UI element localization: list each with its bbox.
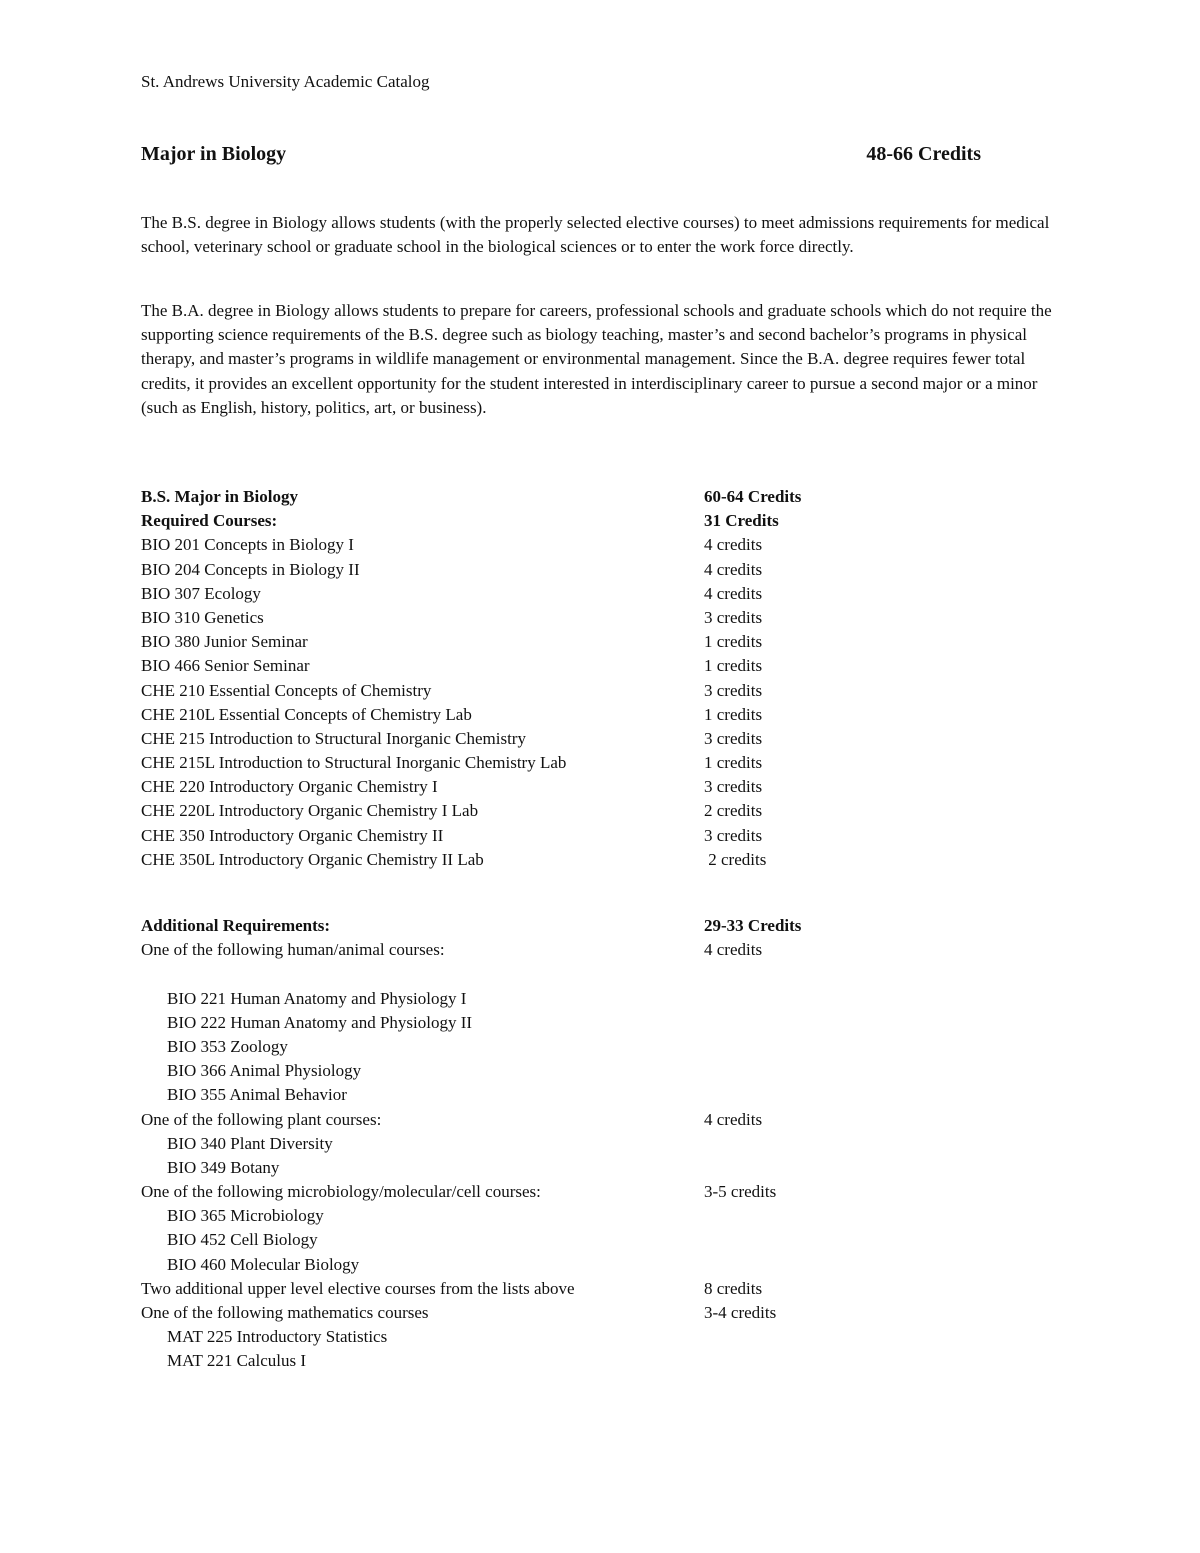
course-row — [141, 679, 841, 703]
course-row — [141, 775, 841, 799]
course-name: CHE 210 Essential Concepts of Chemistry — [141, 680, 432, 700]
requirement-label: One of the following human/animal courses: — [141, 940, 445, 960]
course-credits: 3 credits — [704, 825, 763, 845]
option-course: BIO 452 Cell Biology — [167, 1230, 318, 1250]
option-course: MAT 221 Calculus I — [167, 1351, 306, 1371]
title-credits: 48-66 Credits — [866, 143, 981, 165]
requirement-label: One of the following microbiology/molecular/cell courses: — [141, 1182, 541, 1202]
course-credits: 4 credits — [704, 583, 763, 603]
course-credits: 2 credits — [704, 849, 767, 869]
course-name: CHE 350 Introductory Organic Chemistry II — [141, 825, 444, 845]
option-course: BIO 340 Plant Diversity — [167, 1133, 333, 1153]
course-row — [141, 703, 841, 727]
course-credits: 3 credits — [704, 777, 763, 797]
option-course: BIO 366 Animal Physiology — [167, 1061, 362, 1081]
bs-heading: B.S. Major in Biology — [141, 487, 298, 506]
requirement-credits: 8 credits — [704, 1278, 763, 1298]
option-course: BIO 222 Human Anatomy and Physiology II — [167, 1012, 473, 1032]
spacer — [141, 962, 841, 986]
course-name: BIO 201 Concepts in Biology I — [141, 535, 354, 555]
course-name: BIO 310 Genetics — [141, 607, 264, 627]
option-course: BIO 460 Molecular Biology — [167, 1254, 360, 1274]
additional-heading-credits: 29-33 Credits — [704, 916, 802, 935]
requirement-credits: 3-5 credits — [704, 1182, 777, 1202]
course-credits: 3 credits — [704, 607, 763, 627]
course-name: CHE 350L Introductory Organic Chemistry II Lab — [141, 849, 484, 869]
course-credits: 1 credits — [704, 656, 763, 676]
course-row — [141, 654, 841, 678]
requirement-credits: 4 credits — [704, 1109, 763, 1129]
option-course: BIO 355 Animal Behavior — [167, 1085, 347, 1105]
bs-major-section — [141, 485, 841, 872]
course-name: CHE 215 Introduction to Structural Inorganic Chemistry — [141, 728, 526, 748]
requirement-row — [141, 1180, 841, 1204]
course-name: CHE 210L Essential Concepts of Chemistry Lab — [141, 704, 472, 724]
option-course: MAT 225 Introductory Statistics — [167, 1327, 388, 1347]
course-name: CHE 220L Introductory Organic Chemistry I Lab — [141, 801, 479, 821]
option-row — [141, 1132, 841, 1156]
bs-heading-row — [141, 485, 841, 509]
course-name: BIO 380 Junior Seminar — [141, 632, 308, 652]
option-row — [141, 1204, 841, 1228]
page-header: St. Andrews University Academic Catalog — [141, 72, 430, 91]
course-credits: 3 credits — [704, 728, 763, 748]
option-course: BIO 221 Human Anatomy and Physiology I — [167, 988, 467, 1008]
course-row — [141, 533, 841, 557]
required-heading-row — [141, 509, 841, 533]
course-credits: 3 credits — [704, 680, 763, 700]
option-course: BIO 365 Microbiology — [167, 1206, 324, 1226]
course-credits: 4 credits — [704, 559, 763, 579]
option-row — [141, 1059, 841, 1083]
requirement-row — [141, 1301, 841, 1325]
bs-description: The B.S. degree in Biology allows students (with the properly selected elective courses) to meet admissions requirements for medical school, veterinary school or graduate school in the biological sciences or to enter the work force directly. — [141, 213, 1050, 257]
ba-description: The B.A. degree in Biology allows students to prepare for careers, professional schools and graduate schools which do not require the supporting science requirements of the B.S. degree such as biology teaching, master’s and second bachelor’s programs in physical therapy, and master’s programs in wildlife management or environmental management. Since the B.A. degree requires fewer total credits, it provides an excellent opportunity for the student interested in interdisciplinary career to pursue a second major or a minor (such as English, history, politics, art, or business). — [141, 301, 1052, 417]
course-row — [141, 606, 841, 630]
option-row — [141, 1253, 841, 1277]
course-row — [141, 799, 841, 823]
requirement-row — [141, 1277, 841, 1301]
option-row — [141, 987, 841, 1011]
title-label: Major in Biology — [141, 143, 287, 165]
requirement-label: One of the following plant courses: — [141, 1109, 382, 1129]
course-row — [141, 582, 841, 606]
course-name: BIO 466 Senior Seminar — [141, 656, 310, 676]
course-credits: 2 credits — [704, 801, 763, 821]
requirement-row — [141, 1108, 841, 1132]
course-credits: 1 credits — [704, 704, 763, 724]
option-row — [141, 1083, 841, 1107]
option-course: BIO 349 Botany — [167, 1157, 280, 1177]
bs-heading-credits: 60-64 Credits — [704, 487, 802, 506]
additional-requirements-section — [141, 914, 841, 1374]
requirement-credits: 4 credits — [704, 940, 763, 960]
course-row — [141, 558, 841, 582]
course-row — [141, 751, 841, 775]
requirement-label: One of the following mathematics courses — [141, 1303, 429, 1322]
required-credits: 31 Credits — [704, 511, 779, 531]
requirement-credits: 3-4 credits — [704, 1303, 777, 1322]
course-name: BIO 204 Concepts in Biology II — [141, 559, 360, 579]
course-row — [141, 848, 841, 872]
requirement-label: Two additional upper level elective courses from the lists above — [141, 1278, 575, 1298]
course-name: BIO 307 Ecology — [141, 583, 261, 603]
option-row — [141, 1156, 841, 1180]
course-credits: 1 credits — [704, 753, 763, 773]
required-heading: Required Courses: — [141, 511, 278, 531]
option-row — [141, 1325, 841, 1349]
course-name: CHE 215L Introduction to Structural Inorganic Chemistry Lab — [141, 753, 567, 773]
additional-heading-row — [141, 914, 841, 938]
option-row — [141, 1228, 841, 1252]
requirement-row — [141, 938, 841, 962]
option-row — [141, 1035, 841, 1059]
option-row — [141, 1349, 841, 1373]
option-row — [141, 1011, 841, 1035]
option-course: BIO 353 Zoology — [167, 1036, 288, 1056]
course-row — [141, 630, 841, 654]
page-title — [141, 143, 981, 166]
course-row — [141, 727, 841, 751]
course-credits: 4 credits — [704, 535, 763, 555]
course-name: CHE 220 Introductory Organic Chemistry I — [141, 777, 438, 797]
course-row — [141, 824, 841, 848]
course-credits: 1 credits — [704, 632, 763, 652]
additional-heading: Additional Requirements: — [141, 916, 331, 935]
